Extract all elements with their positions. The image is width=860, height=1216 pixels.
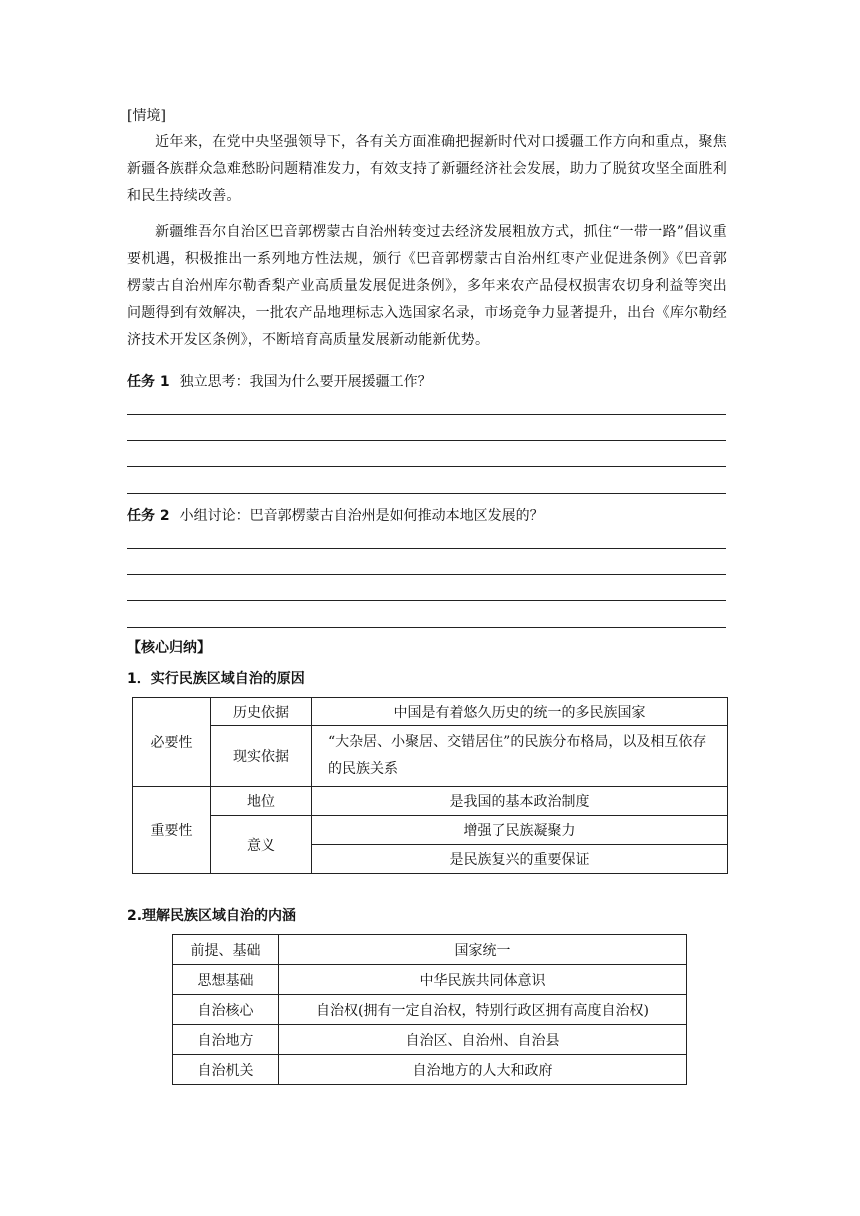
importance-cell: 重要性 xyxy=(133,787,211,874)
significance-text-1-cell: 增强了民族凝聚力 xyxy=(312,816,728,845)
table-value-cell: 自治权(拥有一定自治权，特别行政区拥有高度自治权) xyxy=(279,995,687,1025)
paragraph-text: 近年来，在党中央坚强领导下，各有关方面准确把握新时代对口援疆工作方向和重点，聚焦新疆各族群众急难愁盼问题精准发力，有效支持了新疆经济社会发展，助力了脱贫攻坚全面胜利和民生持续改善。 xyxy=(127,134,727,204)
table-row xyxy=(173,1025,687,1055)
status-text-cell: 是我国的基本政治制度 xyxy=(312,787,728,816)
task-text: 独立思考：我国为什么要开展援疆工作？ xyxy=(179,374,432,390)
realistic-basis-cell: 现实依据 xyxy=(211,726,312,787)
realistic-text-cell: “大杂居、小聚居、交错居住”的民族分布格局，以及相互依存的民族关系 xyxy=(312,726,728,787)
table-row xyxy=(173,1055,687,1085)
paragraph-text: 新疆维吾尔自治区巴音郭楞蒙古自治州转变过去经济发展粗放方式，抓住“一带一路”倡议重要机遇，积极推出一系列地方性法规，颁行《巴音郭楞蒙古自治州红枣产业促进条例》《巴音郭楞蒙古自治州库尔勒香梨产业高质量发展促进条例》，多年来农产品侵权损害农切身利益等突出问题得到有效解决，一批农产品地理标志入选国家名录，市场竞争力显著提升，出台《库尔勒经济技术开发区条例》，不断培育高质量发展新动能新优势。 xyxy=(127,224,727,348)
table-value-cell: 中华民族共同体意识 xyxy=(279,965,687,995)
table-row xyxy=(173,965,687,995)
answer-line[interactable] xyxy=(127,627,726,628)
task-text: 小组讨论：巴音郭楞蒙古自治州是如何推动本地区发展的？ xyxy=(179,508,544,524)
table-value-cell: 自治地方的人大和政府 xyxy=(279,1055,687,1085)
significance-cell: 意义 xyxy=(211,816,312,874)
task-label: 任务 1 xyxy=(127,374,170,390)
table-key-cell: 前提、基础 xyxy=(173,935,279,965)
situation-label: [情境] xyxy=(127,108,166,124)
answer-line[interactable] xyxy=(127,440,726,441)
core-summary-title: 【核心归纳】 xyxy=(127,640,211,656)
section-1-title: 1．实行民族区域自治的原因 xyxy=(127,671,305,687)
situation-paragraph-2 xyxy=(127,219,727,354)
connotation-table xyxy=(172,934,687,1085)
significance-text-2-cell: 是民族复兴的重要保证 xyxy=(312,845,728,874)
table-value-cell: 自治区、自治州、自治县 xyxy=(279,1025,687,1055)
historical-text-cell: 中国是有着悠久历史的统一的多民族国家 xyxy=(312,698,728,726)
answer-line[interactable] xyxy=(127,548,726,549)
reasons-table xyxy=(132,697,728,874)
task-1 xyxy=(127,371,432,391)
answer-line[interactable] xyxy=(127,493,726,494)
answer-line[interactable] xyxy=(127,466,726,467)
table-key-cell: 自治核心 xyxy=(173,995,279,1025)
section-2-title: 2.理解民族区域自治的内涵 xyxy=(127,908,297,924)
answer-line[interactable] xyxy=(127,414,726,415)
task-2 xyxy=(127,505,544,525)
answer-line[interactable] xyxy=(127,574,726,575)
answer-line[interactable] xyxy=(127,600,726,601)
necessity-cell: 必要性 xyxy=(133,698,211,787)
table-key-cell: 思想基础 xyxy=(173,965,279,995)
table-value-cell: 国家统一 xyxy=(279,935,687,965)
table-row xyxy=(173,935,687,965)
situation-paragraph-1 xyxy=(127,129,727,210)
historical-basis-cell: 历史依据 xyxy=(211,698,312,726)
status-cell: 地位 xyxy=(211,787,312,816)
table-row xyxy=(173,995,687,1025)
table-key-cell: 自治机关 xyxy=(173,1055,279,1085)
table-key-cell: 自治地方 xyxy=(173,1025,279,1055)
task-label: 任务 2 xyxy=(127,508,170,524)
